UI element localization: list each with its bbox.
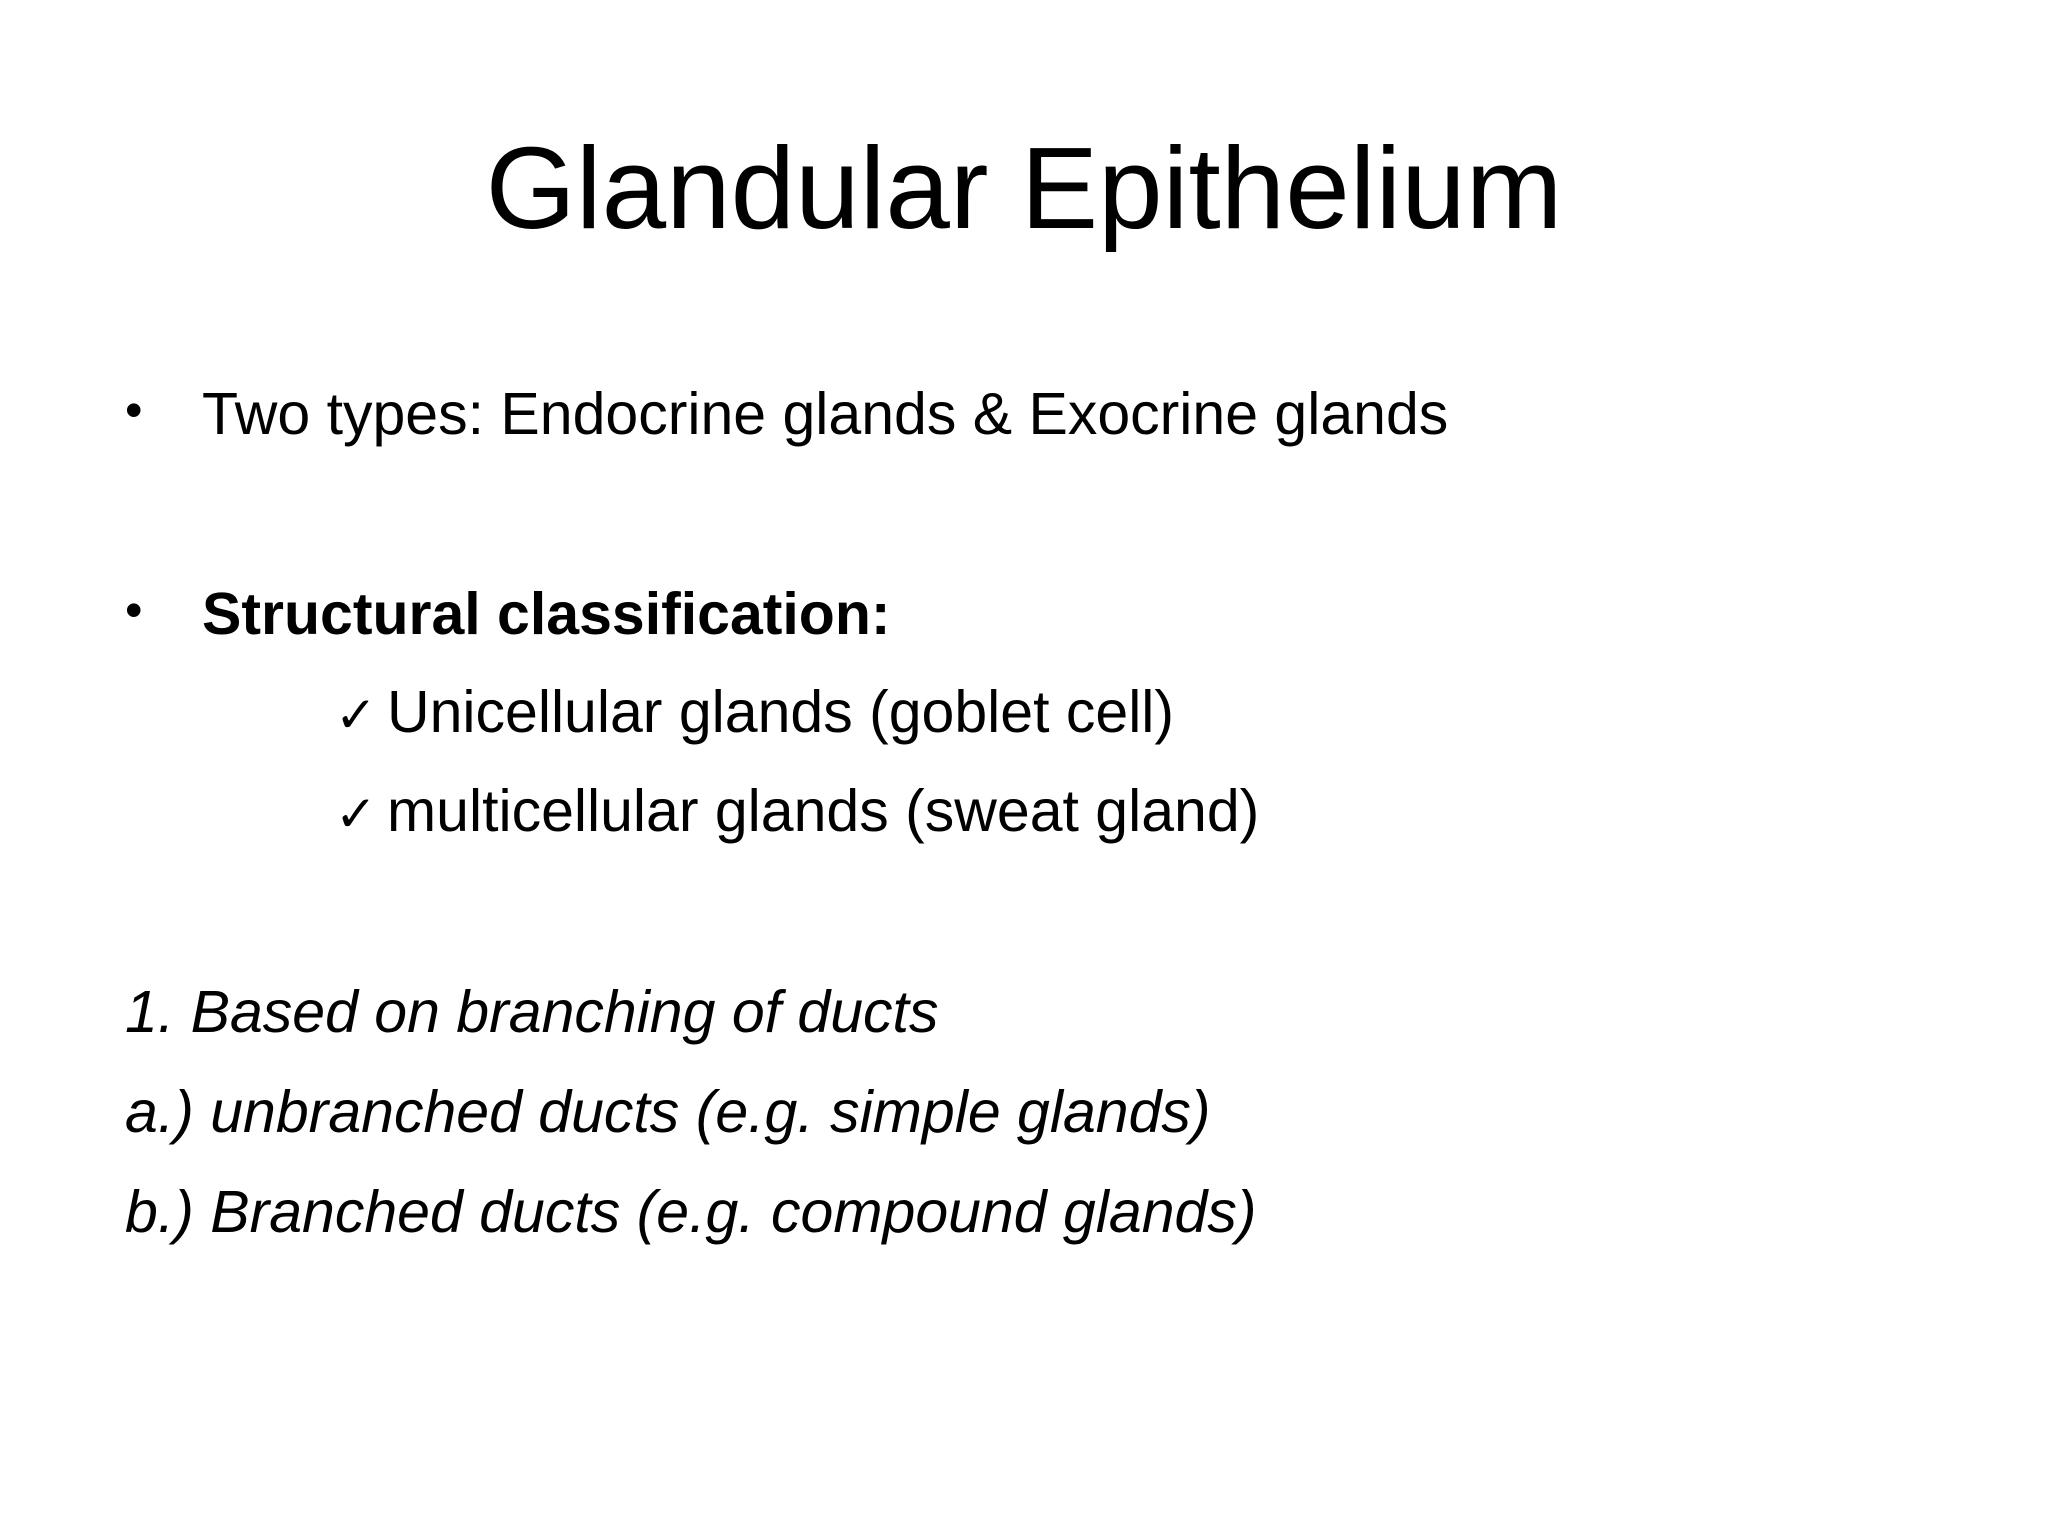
italic-line-branching-heading: 1. Based on branching of ducts [125, 979, 939, 1045]
checklist-item-unicellular [335, 679, 1175, 745]
checkmark-icon: ✓ [335, 785, 377, 843]
checklist-text: multicellular glands (sweat gland) [387, 778, 1260, 844]
bullet-text: Two types: Endocrine glands & Exocrine glands [202, 381, 1449, 447]
checkmark-icon: ✓ [335, 686, 377, 744]
slide-title: Glandular Epithelium [485, 123, 1563, 253]
bullet-text: Structural classification: [202, 581, 891, 647]
italic-line-branched: b.) Branched ducts (e.g. compound glands) [125, 1179, 1257, 1245]
bullet-icon: • [125, 382, 143, 438]
bullet-icon: • [125, 582, 143, 638]
checklist-item-multicellular [335, 778, 1260, 844]
checklist-text: Unicellular glands (goblet cell) [387, 679, 1175, 745]
italic-line-unbranched: a.) unbranched ducts (e.g. simple glands) [125, 1079, 1211, 1145]
